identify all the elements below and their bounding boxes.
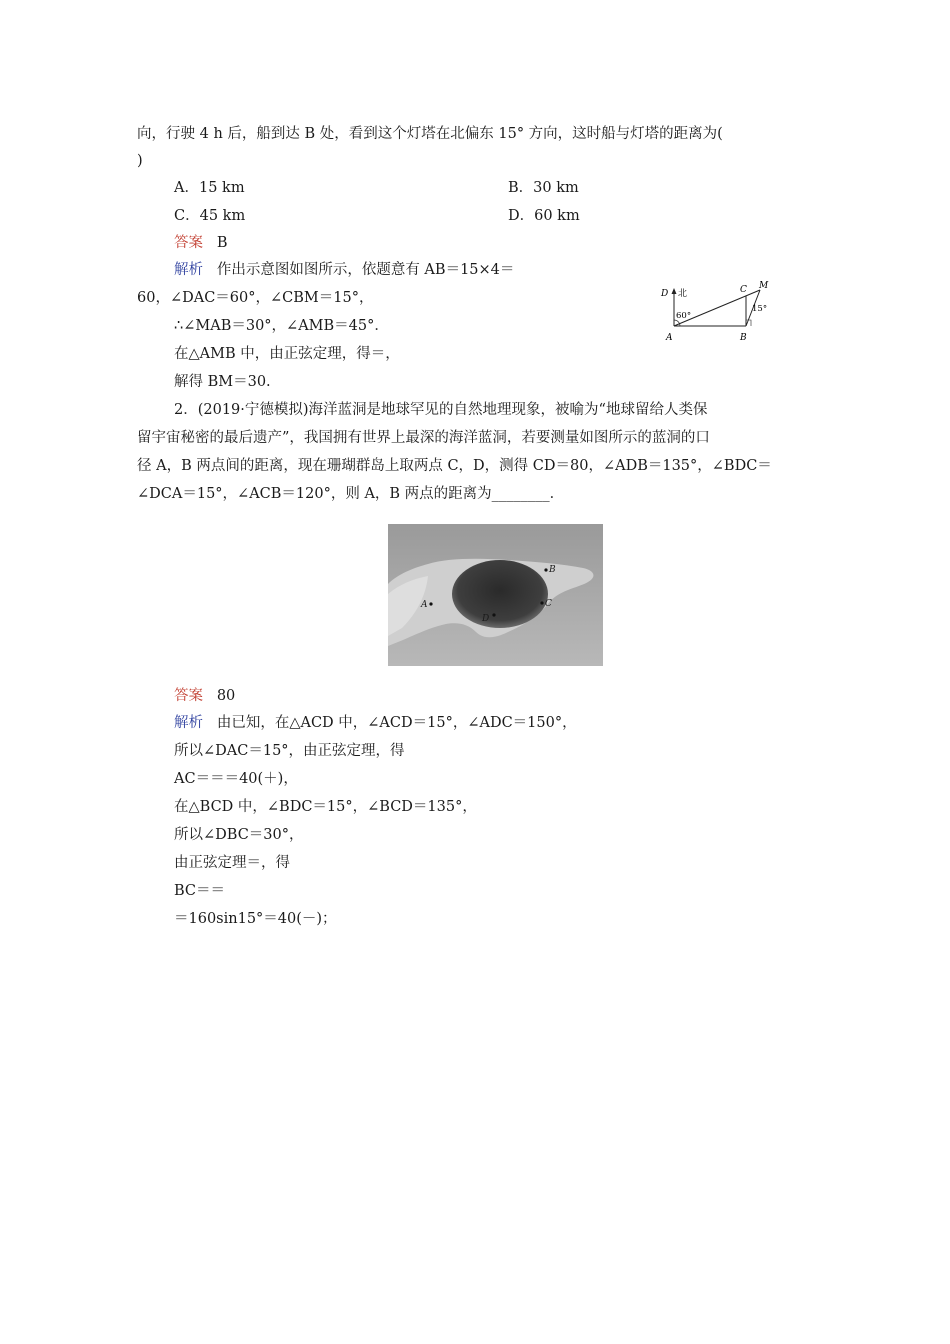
q1-analysis-line1 — [174, 260, 514, 280]
blue-hole-photo — [388, 524, 603, 666]
point-a — [429, 602, 432, 605]
label-north: 北 — [678, 289, 688, 299]
analysis-text: 作出示意图如图所示，依题意有 AB＝15×4＝ — [216, 262, 515, 278]
analysis-label: 解析 — [174, 715, 203, 731]
answer-value: 80 — [216, 688, 236, 704]
label-angle-15: 15° — [752, 304, 768, 314]
photo-label-c: C — [545, 599, 552, 609]
q2-analysis-line5: 所以∠DBC＝30°， — [174, 827, 304, 843]
q2-analysis-line3: AC＝＝＝40(＋)， — [174, 771, 298, 787]
q1-text-line1: 向，行驶 4 h 后，船到达 B 处，看到这个灯塔在北偏东 15° 方向，这时船与灯塔的距离为( — [137, 126, 723, 142]
label-a: A — [666, 333, 673, 343]
q1-option-a: A．15 km — [174, 180, 245, 196]
q2-analysis-line1 — [174, 713, 577, 733]
point-d — [492, 613, 495, 616]
q1-analysis-line5: 解得 BM＝30. — [174, 374, 271, 390]
answer-value: B — [216, 235, 228, 251]
q1-analysis-line2: 60，∠DAC＝60°，∠CBM＝15°， — [137, 290, 374, 306]
photo-label-b: B — [549, 565, 556, 575]
analysis-label: 解析 — [174, 262, 203, 278]
q2-analysis-line7: BC＝＝ — [174, 883, 226, 899]
point-c — [540, 601, 543, 604]
label-d: D — [661, 289, 669, 299]
q2-text-line3: 径 A，B 两点间的距离，现在珊瑚群岛上取两点 C，D，测得 CD＝80，∠ADB＝135°，∠BDC＝ — [137, 458, 772, 474]
q2-analysis-line2: 所以∠DAC＝15°，由正弦定理，得 — [174, 743, 405, 759]
q2-text-line4: ∠DCA＝15°，∠ACB＝120°，则 A，B 两点的距离为________． — [137, 486, 565, 502]
q1-option-c: C．45 km — [174, 208, 246, 224]
answer-label: 答案 — [174, 235, 203, 251]
q2-analysis-line4: 在△BCD 中，∠BDC＝15°，∠BCD＝135°， — [174, 799, 477, 815]
analysis-text: 由已知，在△ACD 中，∠ACD＝15°，∠ADC＝150°， — [216, 715, 577, 731]
q2-answer — [174, 686, 235, 706]
photo-label-a: A — [421, 600, 428, 610]
q1-option-b: B．30 km — [508, 180, 579, 196]
photo-label-d: D — [482, 614, 490, 624]
q1-text-line2: ) — [137, 153, 143, 169]
q1-option-d: D．60 km — [508, 208, 580, 224]
label-c: C — [740, 285, 747, 295]
label-b: B — [740, 333, 747, 343]
q2-analysis-line8: ＝160sin15°＝40(－)； — [174, 911, 337, 927]
q1-analysis-line3: ∴∠MAB＝30°，∠AMB＝45°． — [174, 318, 389, 334]
q2-analysis-line6: 由正弦定理＝，得 — [174, 855, 290, 871]
blue-hole — [452, 560, 548, 628]
q2-text-line2: 留宇宙秘密的最后遗产”，我国拥有世界上最深的海洋蓝洞，若要测量如图所示的蓝洞的口 — [137, 430, 710, 446]
label-m: M — [759, 281, 769, 291]
answer-label: 答案 — [174, 688, 203, 704]
q2-text-line1: 2．(2019·宁德模拟)海洋蓝洞是地球罕见的自然地理现象，被喻为“地球留给人类保 — [174, 402, 708, 418]
label-angle-60: 60° — [676, 311, 692, 321]
north-arrow-head — [672, 288, 677, 294]
q1-answer — [174, 233, 227, 253]
q1-analysis-line4: 在△AMB 中，由正弦定理，得＝， — [174, 346, 400, 362]
triangle-figure — [654, 274, 784, 346]
point-b — [544, 568, 547, 571]
